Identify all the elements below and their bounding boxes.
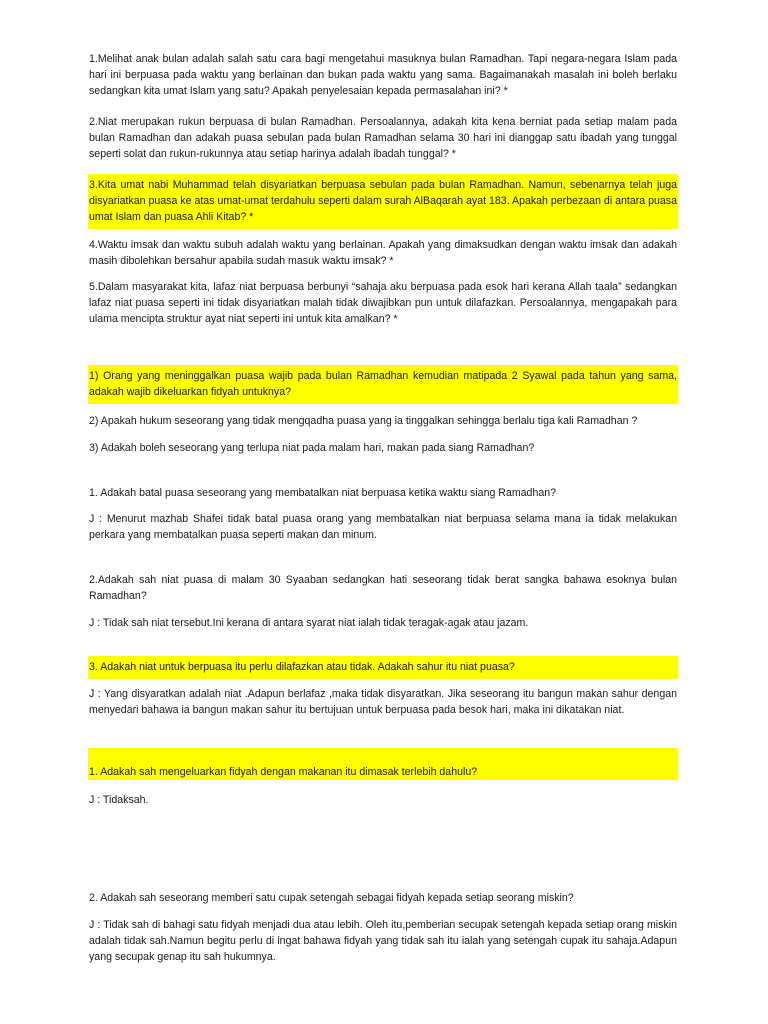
paragraph-q3-highlighted: 3.Kita umat nabi Muhammad telah disyariatkan berpuasa sebulan pada bulan Ramadhan. Namun, sebenarnya telah juga disyariatkan puasa ke atas umat-umat terdahulu seperti dalam surah AlBaqarah ayat 183. Apakah perbezaan di antara puasa umat Islam dan puasa Ahli Kitab? * <box>88 174 678 229</box>
paragraph-niat-q3-highlighted: 3. Adakah niat untuk berpuasa itu perlu dilafazkan atau tidak. Adakah sahur itu niat puasa? <box>88 656 678 679</box>
paragraph-q4: 4.Waktu imsak dan waktu subuh adalah waktu yang berlainan. Apakah yang dimaksudkan dengan waktu imsak dan adakah masih dibolehkan bersahur apabila sudah masuk waktu imsak? * <box>89 239 677 267</box>
paragraph-niat-q1: 1. Adakah batal puasa seseorang yang membatalkan niat berpuasa ketika waktu siang Ramadhan? <box>89 487 557 499</box>
paragraph-niat-a1: J : Menurut mazhab Shafei tidak batal puasa orang yang membatalkan niat berpuasa selama mana ia tidak melakukan perkara yang membatalkan puasa seperti makan dan minum. <box>89 513 677 541</box>
paragraph-niat-a3: J : Yang disyaratkan adalah niat .Adapun berlafaz ,maka tidak disyaratkan. Jika seseorang itu bangun makan sahur dengan menyedari bahawa ia bangun makan sahur itu bertujuan untuk berpuasa pada besok hari, maka ini dikatakan niat. <box>89 688 677 716</box>
paragraph-fidyah-cook-q1-highlighted: 1. Adakah sah mengeluarkan fidyah dengan makanan itu dimasak terlebih dahulu? <box>88 748 678 780</box>
paragraph-fidyah-q2: 2) Apakah hukum seseorang yang tidak mengqadha puasa yang ia tinggalkan sehingga berlalu tiga kali Ramadhan ? <box>89 415 638 427</box>
paragraph-q5: 5.Dalam masyarakat kita, lafaz niat berpuasa berbunyi “sahaja aku berpuasa pada esok hari kerana Allah taala” sedangkan lafaz niat puasa seperti ini tidak disyariatkan malah tidak diwajibkan pun untuk dilafazkan. Persoalannya, mengapakah para ulama mencipta struktur ayat niat seperti ini untuk kita amalkan? * <box>89 281 677 325</box>
paragraph-cupak-q2: 2. Adakah sah seseorang memberi satu cupak setengah sebagai fidyah kepada setiap seorang miskin? <box>89 892 574 904</box>
paragraph-fidyah-q3: 3) Adakah boleh seseorang yang terlupa niat pada malam hari, makan pada siang Ramadhan? <box>89 442 535 454</box>
paragraph-q1: 1.Melihat anak bulan adalah salah satu cara bagi mengetahui masuknya bulan Ramadhan. Tapi negara-negara Islam pada hari ini berpuasa pada waktu yang berlainan dan bukan pada waktu yang sama. Bagaimanakah masalah ini boleh berlaku sedangkan kita umat Islam yang satu? Apakah penyelesaian kepada permasalahan ini? * <box>89 53 677 97</box>
paragraph-fidyah-cook-a1: J : Tidaksah. <box>89 794 149 806</box>
paragraph-niat-q2: 2.Adakah sah niat puasa di malam 30 Syaaban sedangkan hati seseorang tidak berat sangka bahawa esoknya bulan Ramadhan? <box>89 574 677 602</box>
paragraph-fidyah-q1-highlighted: 1) Orang yang meninggalkan puasa wajib pada bulan Ramadhan kemudian matipada 2 Syawal pada tahun yang sama, adakah wajib dikeluarkan fidyah untuknya? <box>88 365 678 404</box>
paragraph-cupak-a2: J : Tidak sah di bahagi satu fidyah menjadi dua atau lebih. Oleh itu,pemberian secupak setengah kepada setiap orang miskin adalah tidak sah.Namun begitu perlu di ingat bahawa fidyah yang tidak sah itu ialah yang setengah cupak itu sahaja.Adapun yang secupak genap itu sah hukumnya. <box>89 919 677 963</box>
paragraph-niat-a2: J : Tidak sah niat tersebut.Ini kerana di antara syarat niat ialah tidak teragak-agak atau jazam. <box>89 617 529 629</box>
paragraph-q2: 2.Niat merupakan rukun berpuasa di bulan Ramadhan. Persoalannya, adakah kita kena berniat pada setiap malam pada bulan Ramadhan dan adakah puasa sebulan pada bulan Ramadhan selama 30 hari ini dianggap satu ibadah yang tunggal seperti solat dan rukun-rukunnya atau setiap harinya adalah ibadah tunggal? * <box>89 116 677 160</box>
